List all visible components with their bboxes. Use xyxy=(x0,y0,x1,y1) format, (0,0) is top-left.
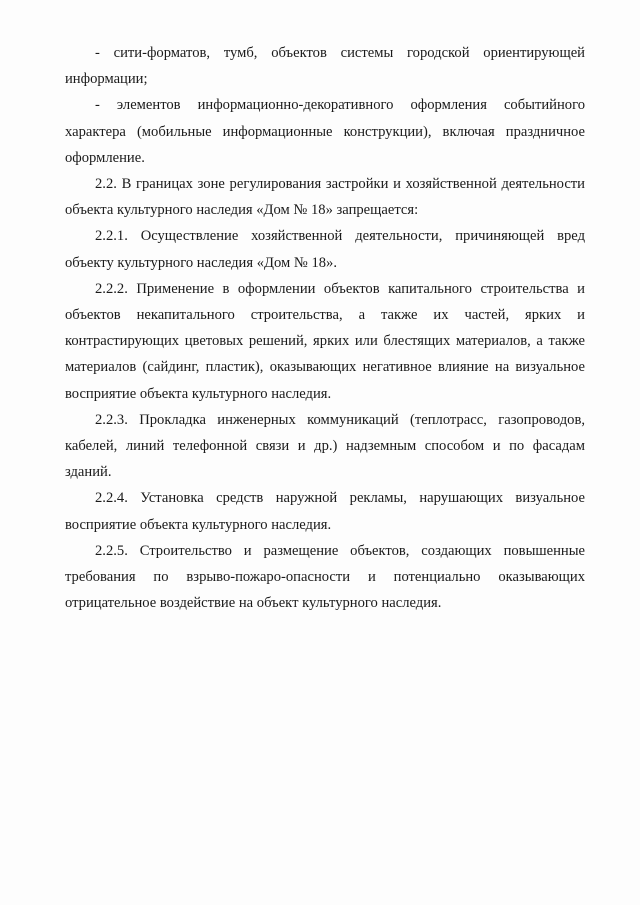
document-body xyxy=(65,40,585,616)
paragraph-city-formats: - сити-форматов, тумб, объектов системы городской ориентирующей информации; xyxy=(65,45,585,88)
paragraph-2-2-2: 2.2.2. Применение в оформлении объектов капитального строительства и объектов некапитального строительства, а также их частей, ярких и контрастирующих цветовых решений, ярких или блестящих материалов, а также материалов (сайдинг, пластик), оказывающих негативное влияние на визуальное восприятие объекта культурного наследия. xyxy=(65,280,585,402)
paragraph-2-2-4: 2.2.4. Установка средств наружной рекламы, нарушающих визуальное восприятие объекта культурного наследия. xyxy=(65,490,585,533)
paragraph-2-2: 2.2. В границах зоне регулирования застройки и хозяйственной деятельности объекта культурного наследия «Дом № 18» запрещается: xyxy=(65,176,585,219)
paragraph-2-2-5: 2.2.5. Строительство и размещение объектов, создающих повышенные требования по взрыво-пожаро-опасности и потенциально оказывающих отрицательное воздействие на объект культурного наследия. xyxy=(65,542,585,612)
paragraph-2-2-1: 2.2.1. Осуществление хозяйственной деятельности, причиняющей вред объекту культурного наследия «Дом № 18». xyxy=(65,228,585,271)
paragraph-decorative-elements: - элементов информационно-декоративного оформления событийного характера (мобильные информационные конструкции), включая праздничное оформление. xyxy=(65,97,585,166)
paragraph-2-2-3: 2.2.3. Прокладка инженерных коммуникаций (теплотрасс, газопроводов, кабелей, линий телефонной связи и др.) надземным способом и по фасадам зданий. xyxy=(65,411,585,481)
